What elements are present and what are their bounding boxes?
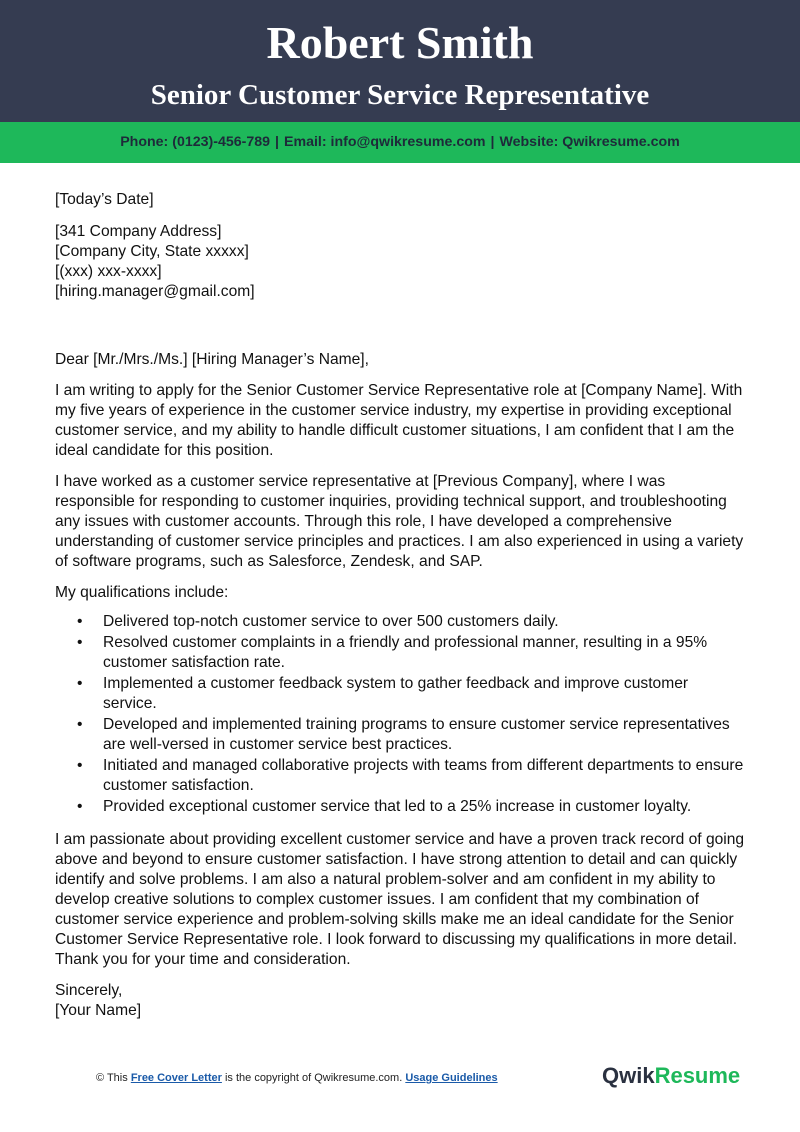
address-line: [Company City, State xxxxx] bbox=[55, 243, 249, 260]
footer-copyright bbox=[96, 1072, 498, 1084]
signature-name: [Your Name] bbox=[55, 1002, 142, 1019]
address-line: [(xxx) xxx-xxxx] bbox=[55, 263, 162, 280]
contact-separator: | bbox=[490, 134, 495, 150]
footer-middle: is the copyright of Qwikresume.com. bbox=[224, 1072, 403, 1084]
footer-prefix: © This bbox=[96, 1072, 128, 1084]
address-line: [341 Company Address] bbox=[55, 223, 222, 240]
contact-phone: Phone: (0123)-456-789 bbox=[120, 134, 271, 150]
qwikresume-logo: QwikResume bbox=[602, 1063, 741, 1088]
list-item: • Delivered top-notch customer service to over 500 customers daily. bbox=[77, 613, 559, 630]
bullet-icon: • bbox=[77, 716, 83, 733]
paragraph-intro: I am writing to apply for the Senior Customer Service Representative role at [Company Name]. With my five years of experience in the customer service industry, my expertise in providing exceptional customer service, and my ability to handle difficult customer situations, I am confident that I am the ideal candidate for this position. bbox=[55, 382, 743, 459]
bullet-icon: • bbox=[77, 798, 83, 815]
recipient-address bbox=[55, 222, 745, 302]
header-banner bbox=[0, 0, 800, 122]
list-item: • Provided exceptional customer service that led to a 25% increase in customer loyalty. bbox=[77, 798, 692, 815]
letter-date: [Today’s Date] bbox=[55, 191, 154, 208]
salutation: Dear [Mr./Mrs./Ms.] [Hiring Manager’s Name], bbox=[55, 351, 369, 368]
candidate-name: Robert Smith bbox=[266, 17, 534, 68]
free-cover-letter-link[interactable]: Free Cover Letter bbox=[130, 1072, 222, 1084]
signoff bbox=[55, 981, 745, 1021]
contact-bar bbox=[0, 122, 800, 163]
list-item: • Developed and implemented training programs to ensure customer service representatives are well-versed in customer service best practices. bbox=[77, 716, 730, 753]
bullet-icon: • bbox=[77, 634, 83, 651]
paragraph-closing: I am passionate about providing excellent customer service and have a proven track record of going above and beyond to ensure customer satisfaction. I have strong attention to detail and can quickly identify and solve problems. I am also a natural problem-solver and am confident in my ability to develop creative solutions to complex customer issues. I am confident that my combination of customer service experience and problem-solving skills make me an ideal candidate for the Senior Customer Service Representative role. I look forward to discussing my qualifications in more detail. Thank you for your time and consideration. bbox=[55, 831, 745, 968]
bullet-icon: • bbox=[77, 757, 83, 774]
qualifications-list bbox=[55, 612, 745, 818]
contact-email: Email: info@qwikresume.com bbox=[284, 134, 486, 150]
bullet-icon: • bbox=[77, 613, 83, 630]
list-item: • Initiated and managed collaborative projects with teams from different departments to ensure customer satisfaction. bbox=[77, 757, 744, 794]
usage-guidelines-link[interactable]: Usage Guidelines bbox=[405, 1072, 498, 1084]
contact-website: Website: Qwikresume.com bbox=[499, 134, 680, 150]
signoff-text: Sincerely, bbox=[55, 982, 123, 999]
candidate-title: Senior Customer Service Representative bbox=[150, 79, 650, 111]
list-item: • Implemented a customer feedback system to gather feedback and improve customer service. bbox=[77, 675, 689, 712]
address-line: [hiring.manager@gmail.com] bbox=[55, 283, 255, 300]
qualifications-heading: My qualifications include: bbox=[55, 584, 229, 601]
list-item: • Resolved customer complaints in a friendly and professional manner, resulting in a 95% customer satisfaction rate. bbox=[77, 634, 708, 671]
bullet-icon: • bbox=[77, 675, 83, 692]
contact-separator: | bbox=[275, 134, 280, 150]
paragraph-experience: I have worked as a customer service representative at [Previous Company], where I was responsible for responding to customer inquiries, providing technical support, and troubleshooting any issues with customer accounts. Through this role, I have developed a comprehensive understanding of customer service principles and practices. I am also experienced in using a variety of software programs, such as Salesforce, Zendesk, and SAP. bbox=[55, 473, 744, 570]
